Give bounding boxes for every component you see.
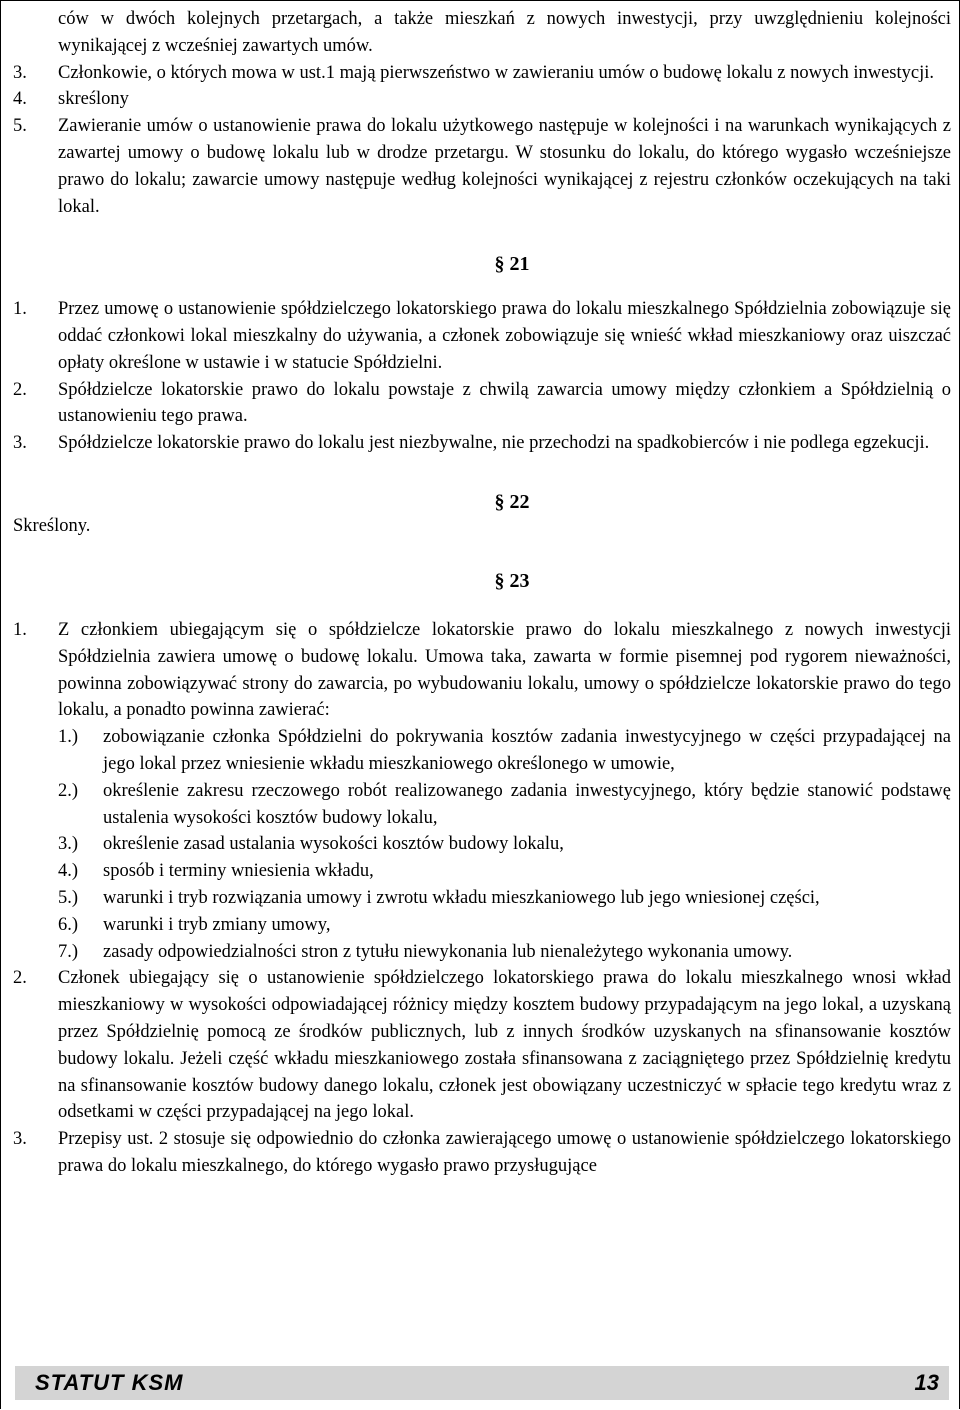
sub-item-number: 4.) (58, 861, 79, 882)
item-number: 1. (13, 299, 27, 320)
sub-item-number: 2.) (58, 780, 79, 801)
item-text: Z członkiem ubiegającym się o spółdzielcze lokatorskie prawo do lokalu mieszkalnego z nowych inwestycji Spółdzielnia zawiera umowę o budowę lokalu. Umowa taka, zawarta w formie pisemnej pod rygorem nieważności, powinna zobowiązywać strony do zawarcia, po wybudowaniu lokalu, umowy o spółdzielcze lokatorskie prawo do tego lokalu, a ponadto powinna zawierać: (58, 619, 951, 721)
sub-item-text: określenie zasad ustalania wysokości kosztów budowy lokalu, (103, 834, 564, 855)
section-22-block (13, 485, 951, 545)
sub-item-2 (13, 778, 951, 832)
list-item-s20-5 (13, 113, 951, 220)
section-heading-21: § 21 (494, 253, 530, 276)
item-number: 3. (13, 1129, 27, 1150)
sub-item-number: 6.) (58, 914, 79, 935)
sub-item-text: sposób i terminy wniesienia wkładu, (103, 861, 374, 882)
list-item-s21-1 (13, 296, 951, 376)
list-item-s20-4 (13, 86, 951, 113)
list-item-s23-2 (13, 965, 951, 1126)
sub-item-text: warunki i tryb rozwiązania umowy i zwrotu wkładu mieszkaniowego lub jego wniesionej części, (103, 887, 820, 908)
item-number: 2. (13, 968, 27, 989)
sub-item-number: 3.) (58, 834, 79, 855)
page-number: 13 (914, 1370, 939, 1395)
list-item-s21-3 (13, 430, 951, 457)
sub-item-1 (13, 724, 951, 778)
item-text: Spółdzielcze lokatorskie prawo do lokalu powstaje z chwilą zawarcia umowy między członkiem a Spółdzielnią o ustanowieniu tego prawa. (58, 379, 951, 427)
section-22-text: Skreślony. (13, 515, 91, 536)
intro-continuation: ców w dwóch kolejnych przetargach, a także mieszkań z nowych inwestycji, przy uwzględnieniu kolejności wynikającej z wcześniej zawartych umów. (58, 9, 951, 56)
sub-item-text: określenie zakresu rzeczowego robót realizowanego zadania inwestycyjnego, który będzie stanowić podstawę ustalenia wysokości kosztów budowy lokalu, (103, 780, 951, 828)
sub-item-number: 5.) (58, 887, 79, 908)
sub-item-number: 1.) (58, 727, 79, 748)
item-number: 2. (13, 379, 27, 400)
list-item-s20-3 (13, 60, 951, 87)
item-number: 5. (13, 116, 27, 137)
item-text: Członkowie, o których mowa w ust.1 mają pierwszeństwo w zawieraniu umów o budowę lokalu z nowych inwestycji. (58, 62, 934, 83)
document-body (13, 6, 951, 1180)
item-number: 4. (13, 89, 27, 110)
sub-item-3 (13, 831, 951, 858)
sub-item-text: warunki i tryb zmiany umowy, (103, 914, 331, 935)
sub-item-text: zobowiązanie członka Spółdzielni do pokrywania kosztów zadania inwestycyjnego w części przypadającej na jego lokal przez wniesienie wkładu mieszkaniowego określonego w umowie, (103, 727, 951, 774)
item-number: 1. (13, 619, 27, 640)
list-item-s21-2 (13, 377, 951, 431)
section-heading-22: § 22 (494, 490, 530, 513)
item-text: Zawieranie umów o ustanowienie prawa do lokalu użytkowego następuje w kolejności i na warunkach wynikających z zawartej umowy o budowę lokalu lub w drodze przetargu. W stosunku do lokalu, do którego wygasło wcześniejsze prawo do lokalu; zawarcie umowy następuje według kolejności wynikającej z rejestru członków oczekujących na taki lokal. (58, 116, 951, 217)
footer-title: STATUT KSM (35, 1370, 184, 1395)
list-item-s23-1 (13, 617, 951, 724)
item-text: Spółdzielcze lokatorskie prawo do lokalu jest niezbywalne, nie przechodzi na spadkobierców i nie podlega egzekucji. (58, 433, 930, 454)
page-footer (15, 1366, 949, 1400)
sub-item-number: 7.) (58, 941, 79, 962)
sub-item-6 (13, 912, 951, 939)
list-item-s23-3 (13, 1126, 951, 1180)
item-number: 3. (13, 62, 27, 83)
sub-item-5 (13, 885, 951, 912)
item-text: Członek ubiegający się o ustanowienie spółdzielczego lokatorskiego prawa do lokalu mieszkalnego wnosi wkład mieszkaniowy w wysokości odpowiadającej różnicy między kosztem budowy przypadającym na jego lokal, a uzyskaną przez Spółdzielnię pomocą ze środków publicznych, lub z innych środków uzyskanych na sfinansowanie kosztów budowy lokalu. Jeżeli część wkładu mieszkaniowego została sfinansowana z zaciągniętego przez Spółdzielnię kredytu na sfinansowanie kosztów budowy danego lokalu, członek jest obowiązany uczestniczyć w spłacie tego kredytu wraz z odsetkami w części przypadającej na jego lokal. (58, 968, 951, 1123)
sub-item-4 (13, 858, 951, 885)
item-text: Przez umowę o ustanowienie spółdzielczego lokatorskiego prawa do lokalu mieszkalnego Spółdzielnia zobowiązuje się oddać członkowi lokal mieszkalny do używania, a członek zobowiązuje się wnieść wkład mieszkaniowy oraz uiszczać opłaty określone w ustawie i w statucie Spółdzielni. (58, 299, 951, 373)
section-heading-23: § 23 (494, 569, 530, 592)
item-text: skreślony (58, 89, 129, 110)
item-number: 3. (13, 433, 27, 454)
sub-item-text: zasady odpowiedzialności stron z tytułu niewykonania lub nienależytego wykonania umowy. (103, 941, 793, 962)
sub-item-7 (13, 939, 951, 966)
item-text: Przepisy ust. 2 stosuje się odpowiednio do członka zawierającego umowę o ustanowienie spółdzielczego lokatorskiego prawa do lokalu mieszkalnego, do którego wygasło prawo przysługujące (58, 1129, 951, 1176)
